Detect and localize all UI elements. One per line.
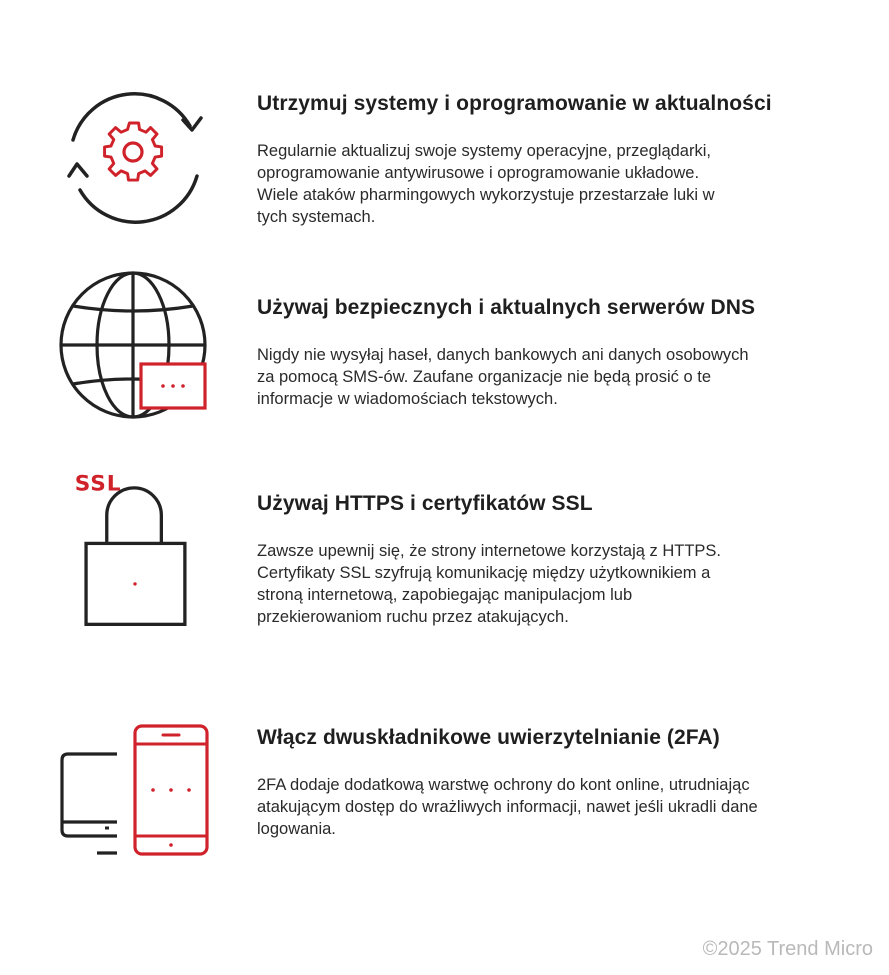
tip-body: 2FA dodaje dodatkową warstwę ochrony do kont online, utrudniając atakującym dostęp do wrażliwych informacji, nawet jeśli ukradli dane logowania. — [257, 776, 758, 838]
tip-body: Zawsze upewnij się, że strony internetowe korzystają z HTTPS. Certyfikaty SSL szyfrują komunikację między użytkownikiem a stroną internetową, zapobiegając manipulacjom lub przekierowaniom ruchu przez atakujących. — [257, 542, 722, 626]
copyright-footer: ©2025 Trend Micro — [702, 938, 873, 960]
globe-password-icon — [55, 272, 215, 432]
tip-text — [257, 296, 857, 410]
two-factor-devices-icon — [55, 714, 215, 874]
tip-text — [257, 92, 857, 228]
tip-text — [257, 726, 857, 840]
tip-text — [257, 492, 857, 628]
tip-title: Używaj HTTPS i certyfikatów SSL — [257, 492, 593, 515]
tip-body: Regularnie aktualizuj swoje systemy operacyjne, przeglądarki, oprogramowanie antywirusowe i oprogramowanie układowe. Wiele ataków pharmingowych wykorzystuje przestarzałe luki w tych systemach. — [257, 142, 715, 226]
tip-title: Używaj bezpiecznych i aktualnych serwerów DNS — [257, 296, 756, 319]
tip-body: Nigdy nie wysyłaj haseł, danych bankowych ani danych osobowych za pomocą SMS-ów. Zaufane organizacje nie będą prosić o te informacje w wiadomościach tekstowych. — [257, 346, 749, 408]
update-gear-icon — [55, 80, 215, 240]
tip-title: Utrzymuj systemy i oprogramowanie w aktualności — [257, 92, 772, 115]
ssl-label: SSL — [74, 471, 122, 497]
ssl-lock-icon — [55, 470, 215, 630]
tip-title: Włącz dwuskładnikowe uwierzytelnianie (2FA) — [257, 726, 720, 749]
